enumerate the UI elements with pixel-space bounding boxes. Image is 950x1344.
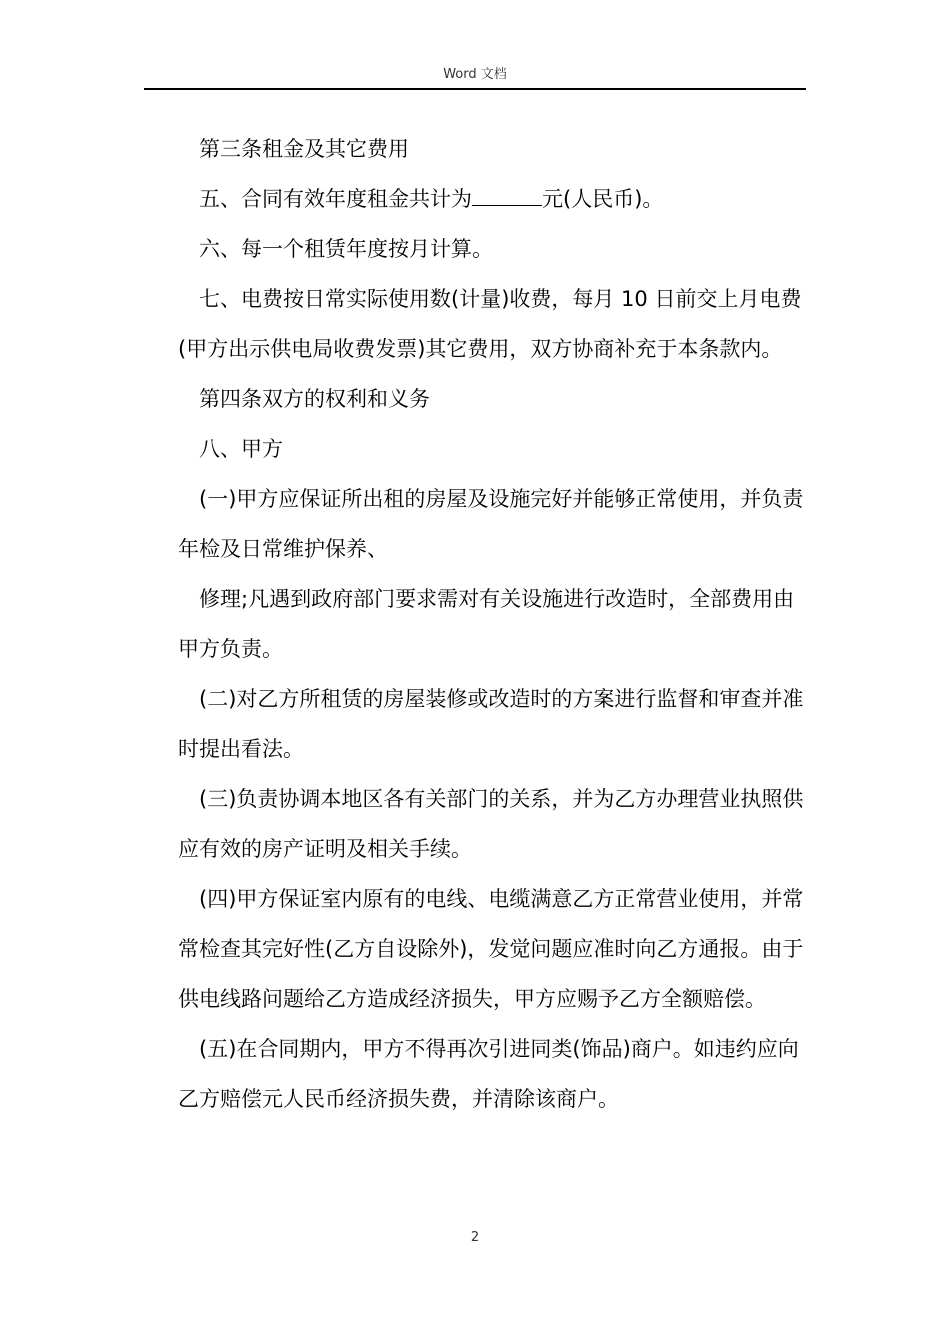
clause-8-item-1-cont: 修理;凡遇到政府部门要求需对有关设施进行改造时，全部费用由甲方负责。 — [178, 587, 795, 661]
article-4-heading: 第四条双方的权利和义务 — [199, 387, 430, 411]
clause-5-text-after: 元(人民币)。 — [542, 187, 664, 211]
page-header: Word 文档 — [443, 67, 507, 82]
header-rule — [144, 88, 806, 90]
document-body — [178, 124, 806, 1124]
clause-8-item-1: (一)甲方应保证所出租的房屋及设施完好并能够正常使用，并负责年检及日常维护保养、 — [178, 487, 804, 561]
clause-8-item-3: (三)负责协调本地区各有关部门的关系，并为乙方办理营业执照供应有效的房产证明及相关手续。 — [178, 787, 804, 861]
clause-8-item-2: (二)对乙方所租赁的房屋装修或改造时的方案进行监督和审查并准时提出看法。 — [178, 687, 804, 761]
clause-5-text-before: 五、合同有效年度租金共计为 — [199, 187, 472, 211]
clause-8-heading: 八、甲方 — [199, 437, 283, 461]
article-3-heading: 第三条租金及其它费用 — [199, 137, 409, 161]
clause-6: 六、每一个租赁年度按月计算。 — [199, 237, 493, 261]
clause-7: 七、电费按日常实际使用数(计量)收费，每月 10 日前交上月电费(甲方出示供电局收费发票)其它费用，双方协商补充于本条款内。 — [178, 287, 802, 361]
clause-8-item-5: (五)在合同期内，甲方不得再次引进同类(饰品)商户。如违约应向乙方赔偿元人民币经济损失费，并清除该商户。 — [178, 1037, 799, 1111]
rent-amount-blank — [472, 185, 542, 206]
clause-5 — [178, 174, 806, 224]
page-number: 2 — [470, 1230, 480, 1245]
clause-8-item-4: (四)甲方保证室内原有的电线、电缆满意乙方正常营业使用，并常常检查其完好性(乙方自设除外)，发觉问题应准时向乙方通报。由于供电线路问题给乙方造成经济损失，甲方应赐予乙方全额赔偿。 — [178, 887, 804, 1011]
